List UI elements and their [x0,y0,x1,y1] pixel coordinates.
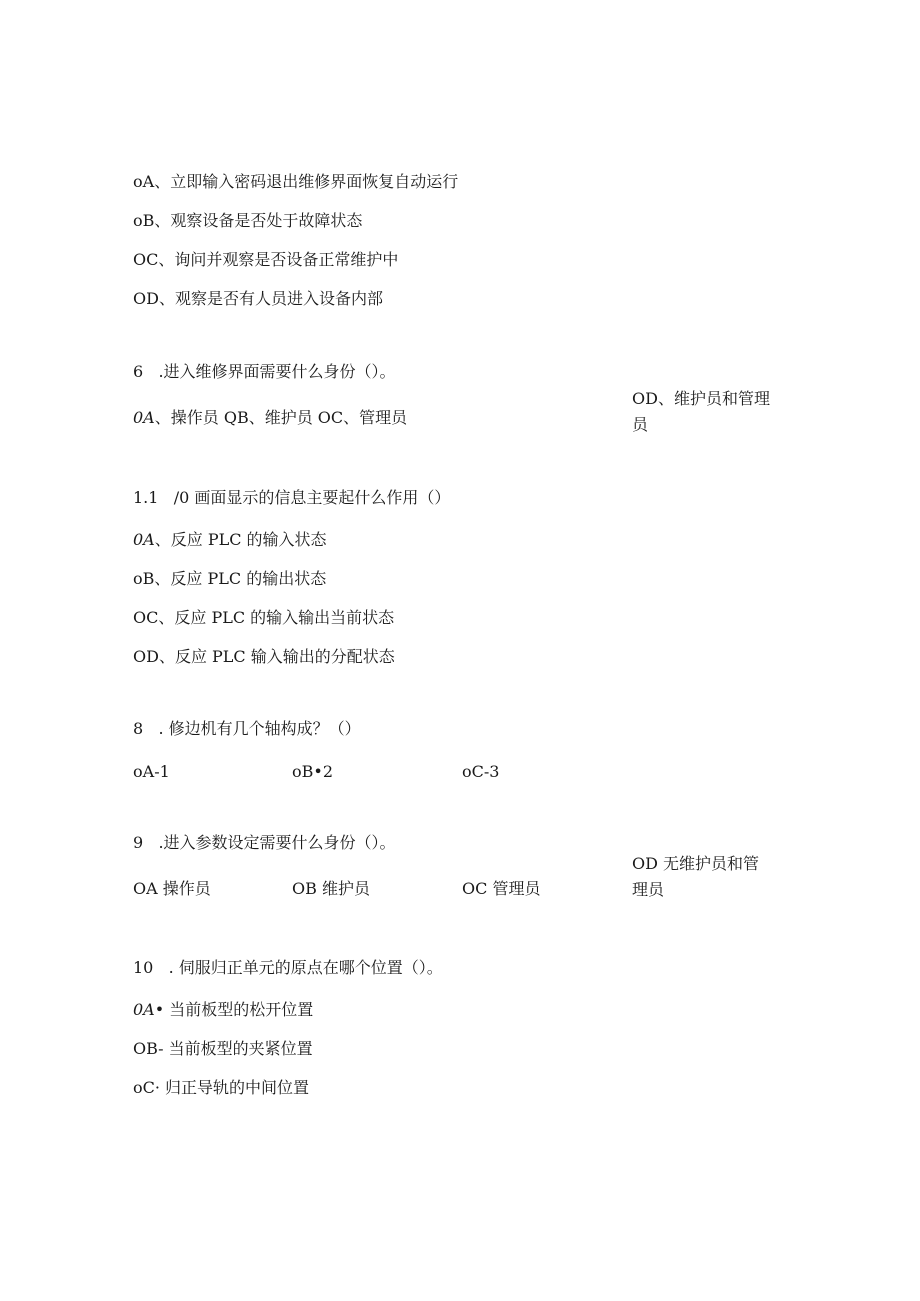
q5-option-c: OC、询问并观察是否设备正常维护中 [133,250,399,269]
q10-stem: 10 . 伺服归正单元的原点在哪个位置（）。 [133,958,443,977]
q10-option-a-prefix: 0A [133,1000,155,1019]
q7-option-d: OD、反应 PLC 输入输出的分配状态 [133,647,395,666]
q10-option-c: oC· 归正导轨的中间位置 [133,1078,310,1097]
q5-option-a: oA、立即输入密码退出维修界面恢复自动运行 [133,172,459,191]
q5-option-b: oB、观察设备是否处于故障状态 [133,211,363,230]
q7-option-a-text: 、反应 PLC 的输入状态 [154,530,327,549]
q7-stem: 1.1 /0 画面显示的信息主要起什么作用（） [133,488,451,507]
q7-option-a [133,530,327,550]
q10-option-a-text: • 当前板型的松开位置 [154,1000,314,1019]
q6-options-abc [133,408,407,428]
q8-option-b: oB•2 [292,762,334,781]
q6-stem: 6 .进入维修界面需要什么身份（）。 [133,362,396,381]
q8-option-c: oC-3 [462,762,500,781]
q5-option-d: OD、观察是否有人员进入设备内部 [133,289,383,308]
q7-option-a-prefix: 0A [133,530,155,549]
q10-option-b: OB- 当前板型的夹紧位置 [133,1039,313,1058]
q7-option-c: OC、反应 PLC 的输入输出当前状态 [133,608,395,627]
q10-option-a [133,1000,313,1020]
q7-option-b: oB、反应 PLC 的输出状态 [133,569,327,588]
q8-stem: 8 . 修边机有几个轴构成？（） [133,719,361,738]
q9-option-d: OD 无维护员和管理员 [632,854,760,899]
q6-options-text: 、操作员 QB、维护员 OC、管理员 [154,408,408,427]
q8-option-a: oA-1 [133,762,170,781]
q9-option-b: OB 维护员 [292,879,370,898]
q6-option-a-prefix: 0A [133,408,155,427]
q9-stem: 9 .进入参数设定需要什么身份（）。 [133,833,396,852]
q9-option-c: OC 管理员 [462,879,541,898]
q6-option-d: OD、维护员和管理员 [632,389,770,434]
q9-option-a: OA 操作员 [133,879,211,898]
